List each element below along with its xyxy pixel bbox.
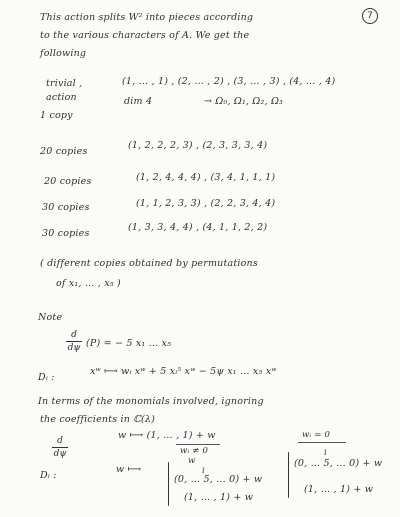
bottom-derivative-denominator: dψ [53,449,67,459]
page-number: 7 [362,8,378,24]
row-label: 20 copies [44,176,92,187]
one-copy-label: 1 copy [40,110,73,121]
case-2-line-2: (1, … , 1) + w [304,484,374,495]
permutation-note-line-2: of x₁, … , x₅ ) [56,278,121,289]
trivial-label: trivial , [46,78,83,89]
derivative-fraction [66,330,82,353]
derivative-numerator: d [71,330,77,340]
row-tuples: (1, 1, 2, 3, 3) , (2, 2, 3, 4, 4) [136,198,276,209]
condition-rule [176,444,220,445]
intro-line-2: to the various characters of A. We get the [40,30,250,41]
note-title: Note [38,312,63,323]
dim-label: dim 4 [124,96,153,107]
row-tuples: (1, 2, 4, 4, 4) , (3, 4, 1, 1, 1) [136,172,276,183]
d-i-mapping: xʷ ⟼ wᵢ xʷ + 5 xᵢ⁵ xʷ − 5ψ x₁ … x₅ xʷ [90,366,277,377]
w-maps-to: w ⟼ [116,464,142,475]
fraction-bar [66,341,82,342]
bottom-derivative-numerator: d [57,436,63,446]
case-1-line-2: (1, … , 1) + w [184,492,254,503]
condition-w: w [188,456,196,466]
monomials-line-2: the coefficients in ℂ(λ) [40,414,156,425]
intro-line-3: following [40,48,87,59]
bottom-d-i-label: Dᵢ : [40,470,57,481]
trivial-tuples: (1, … , 1) , (2, … , 2) , (3, … , 3) , (4, … , 4) [122,76,336,87]
case-1-index: i [202,466,205,476]
case-2-line-1: (0, … 5, … 0) + w [294,458,383,469]
omega-result: → Ω₀, Ω₁, Ω₂, Ω₃ [204,96,284,107]
monomials-line-1: In terms of the monomials involved, ignoring [38,396,264,407]
permutation-note-line-1: ( different copies obtained by permutations [40,258,258,269]
condition-rule [298,442,346,443]
fraction-bar [52,447,68,448]
condition-nonzero: wᵢ ≠ 0 [180,446,209,456]
cases-brace-right [288,452,289,498]
bottom-derivative-mapping: w ⟼ (1, … , 1) + w [118,430,216,441]
derivative-denominator: dψ [67,343,81,353]
row-label: 30 copies [42,228,90,239]
row-label: 20 copies [40,146,88,157]
intro-line-1: This action splits W² into pieces according [40,12,254,23]
bottom-derivative-fraction [52,436,68,459]
row-tuples: (1, 3, 3, 4, 4) , (4, 1, 1, 2, 2) [128,222,268,233]
derivative-equation: (P) = − 5 x₁ … x₅ [86,338,172,349]
case-2-index: i [324,448,327,458]
cases-brace-left [168,462,169,506]
action-label: action [46,92,77,103]
case-1-line-1: (0, … 5, … 0) + w [174,474,263,485]
row-label: 30 copies [42,202,90,213]
row-tuples: (1, 2, 2, 2, 3) , (2, 3, 3, 3, 4) [128,140,268,151]
d-i-label: Dᵢ : [38,372,55,383]
condition-zero: wᵢ = 0 [302,430,331,440]
